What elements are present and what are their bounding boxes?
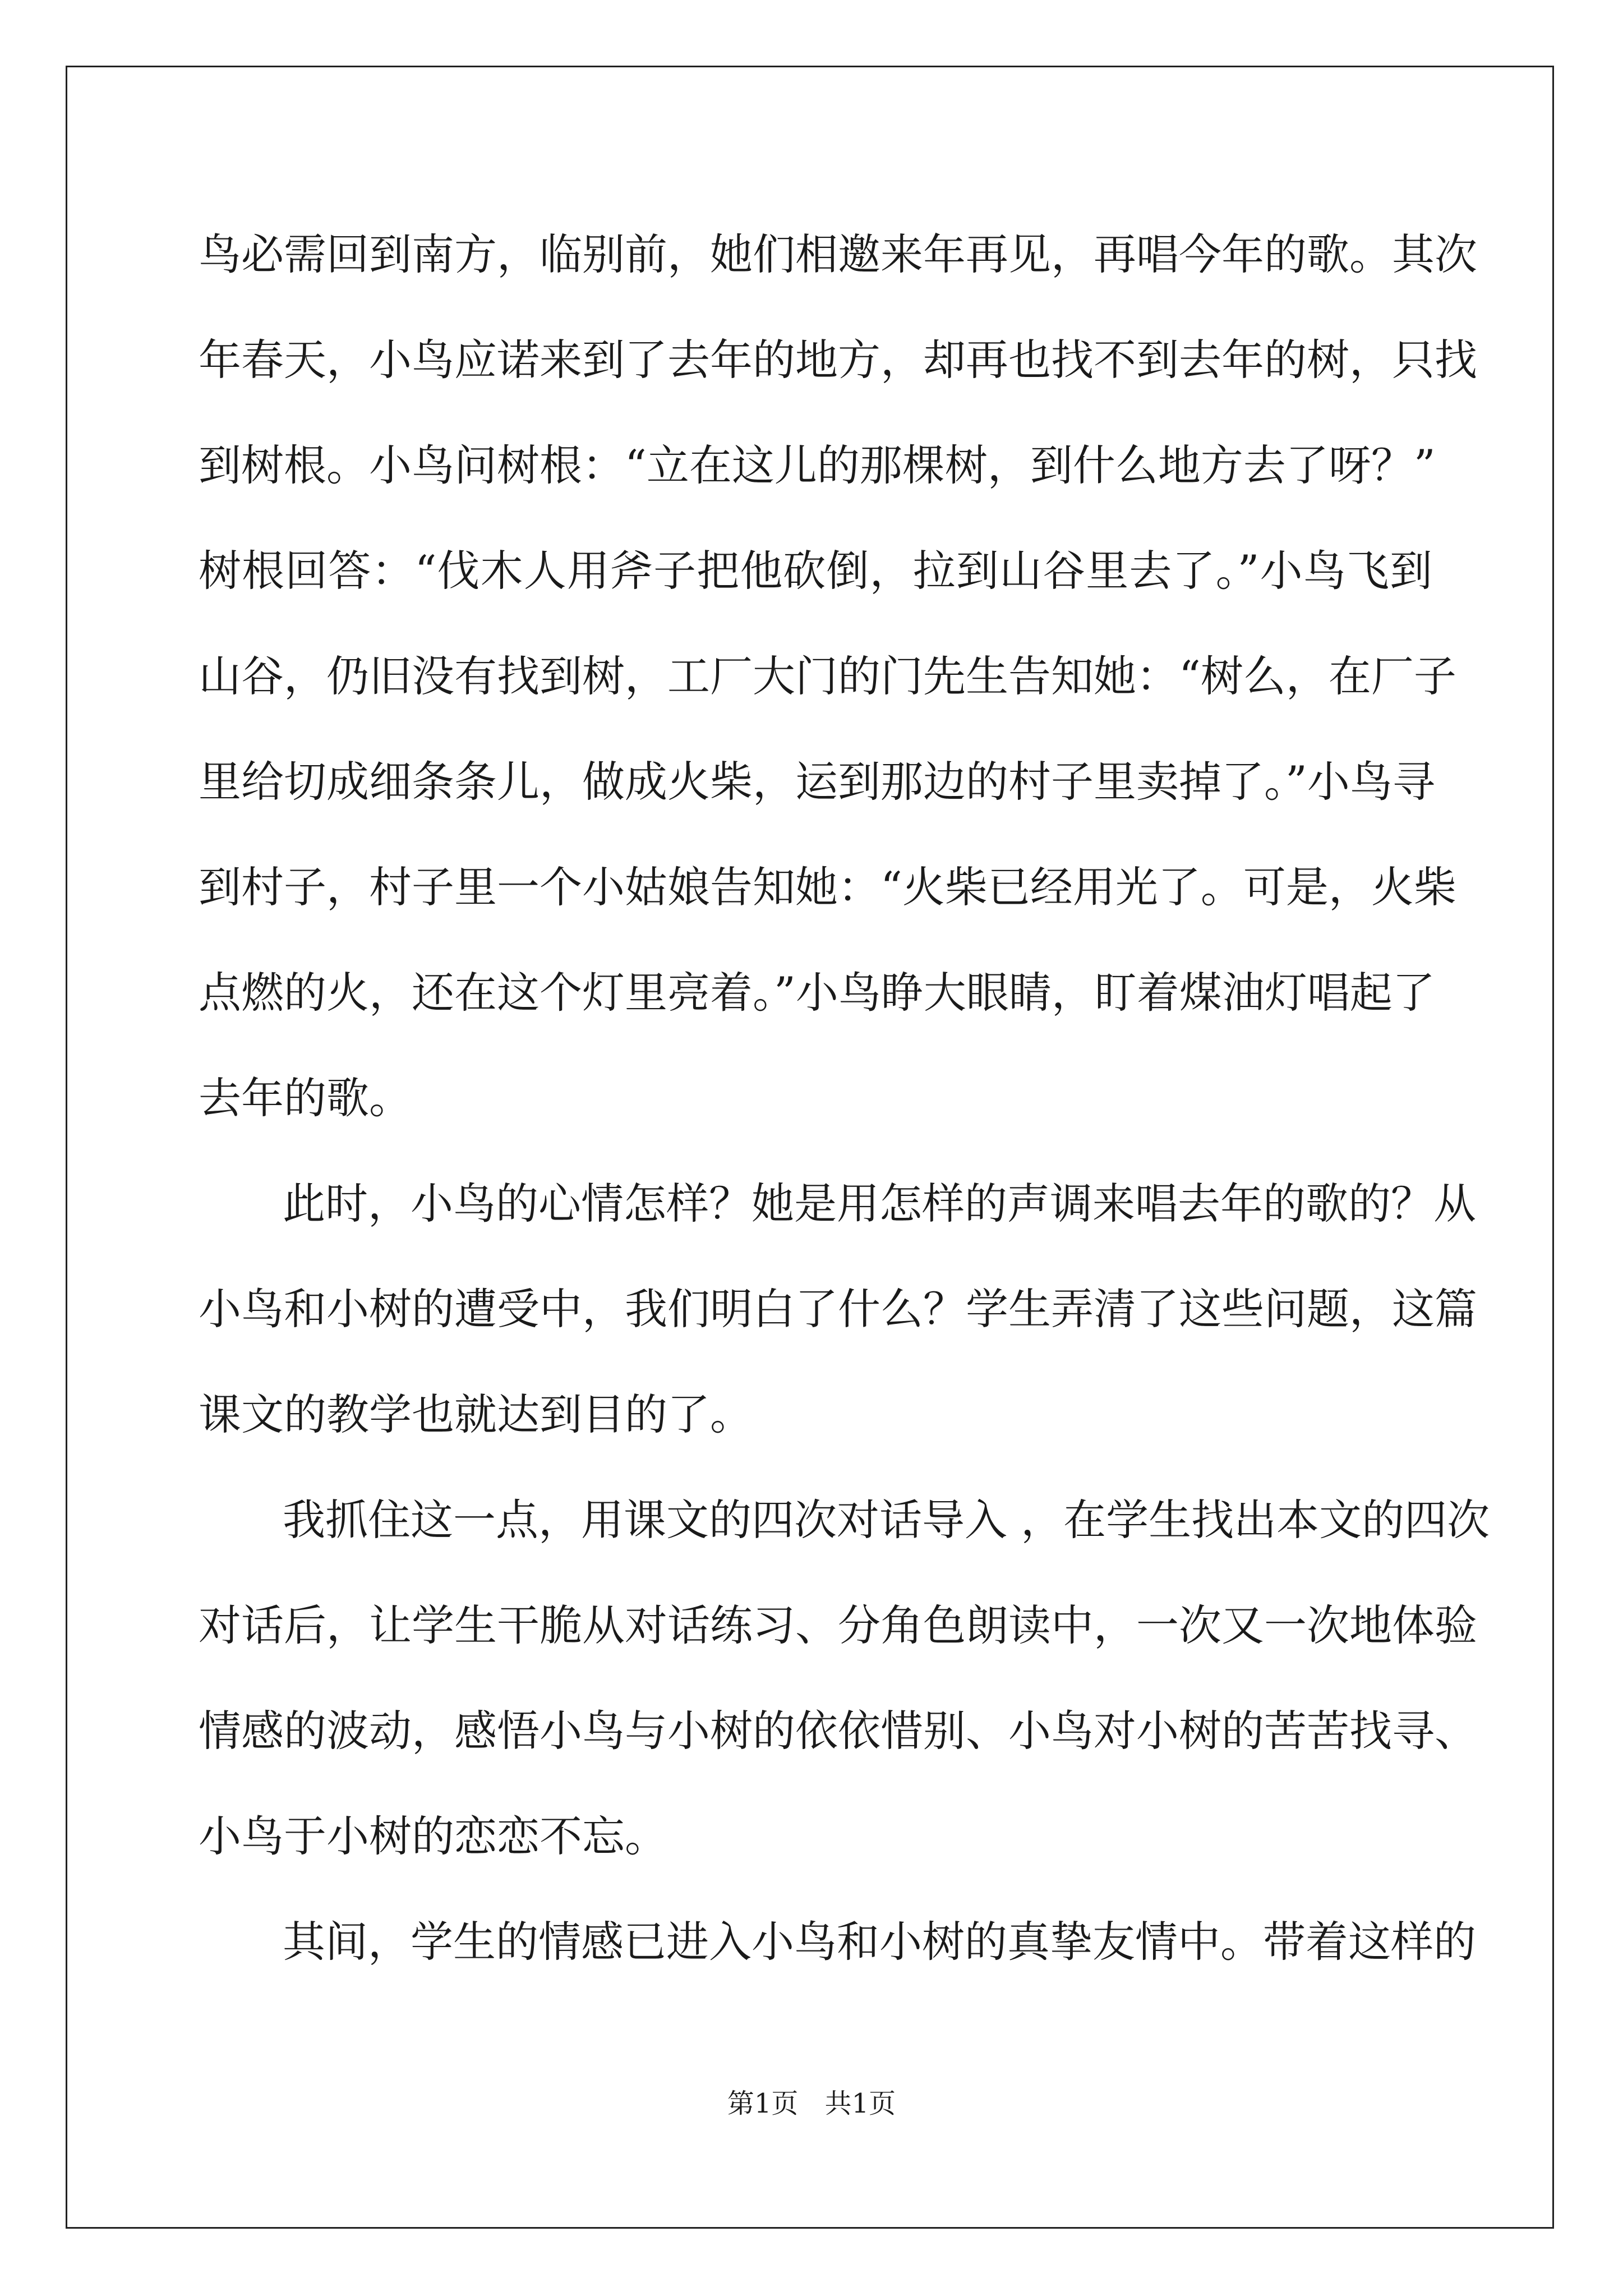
text-line-14: 对话后，让学生干脆从对话练习、分角色朗读中，一次又一次地体验	[199, 1600, 1477, 1650]
text-line-6: 里给切成细条条儿，做成火柴，运到那边的村子里卖掉了。”小鸟寻	[199, 757, 1435, 807]
text-line-9: 去年的歌。	[199, 1073, 412, 1123]
text-line-12: 课文的教学也就达到目的了。	[199, 1389, 753, 1439]
document-body	[199, 202, 1490, 1995]
text-line-2: 年春天，小鸟应诺来到了去年的地方，却再也找不到去年的树，只找	[199, 335, 1477, 385]
text-line-8: 点燃的火，还在这个灯里亮着。”小鸟睁大眼睛，盯着煤油灯唱起了	[199, 968, 1435, 1018]
text-line-17: 其间，学生的情感已进入小鸟和小树的真挚友情中。带着这样的	[283, 1917, 1476, 1967]
page-footer	[0, 2087, 1623, 2120]
text-line-1: 鸟必需回到南方，临别前，她们相邀来年再见，再唱今年的歌。其次	[199, 229, 1477, 279]
text-line-7: 到村子，村子里一个小姑娘告知她：“火柴已经用光了。可是，火柴	[199, 862, 1456, 912]
text-line-11: 小鸟和小树的遭受中，我们明白了什么？学生弄清了这些问题，这篇	[199, 1284, 1477, 1334]
text-line-5: 山谷，仍旧没有找到树，工厂大门的门先生告知她：“树么，在厂子	[199, 651, 1456, 701]
text-line-16: 小鸟于小树的恋恋不忘。	[199, 1811, 667, 1861]
text-line-13: 我抓住这一点，用课文的四次对话导入 ，在学生找出本文的四次	[283, 1495, 1490, 1545]
text-line-10: 此时，小鸟的心情怎样？她是用怎样的声调来唱去年的歌的？从	[283, 1179, 1476, 1228]
page-number: 第1页	[727, 2088, 799, 2119]
text-line-4: 树根回答：“伐木人用斧子把他砍倒，拉到山谷里去了。”小鸟飞到	[199, 546, 1432, 596]
page-total: 共1页	[824, 2088, 896, 2119]
text-line-15: 情感的波动，感悟小鸟与小树的依依惜别、小鸟对小树的苦苦找寻、	[199, 1706, 1477, 1756]
text-line-3: 到树根。小鸟问树根：“立在这儿的那棵树，到什么地方去了呀？”	[199, 440, 1436, 490]
